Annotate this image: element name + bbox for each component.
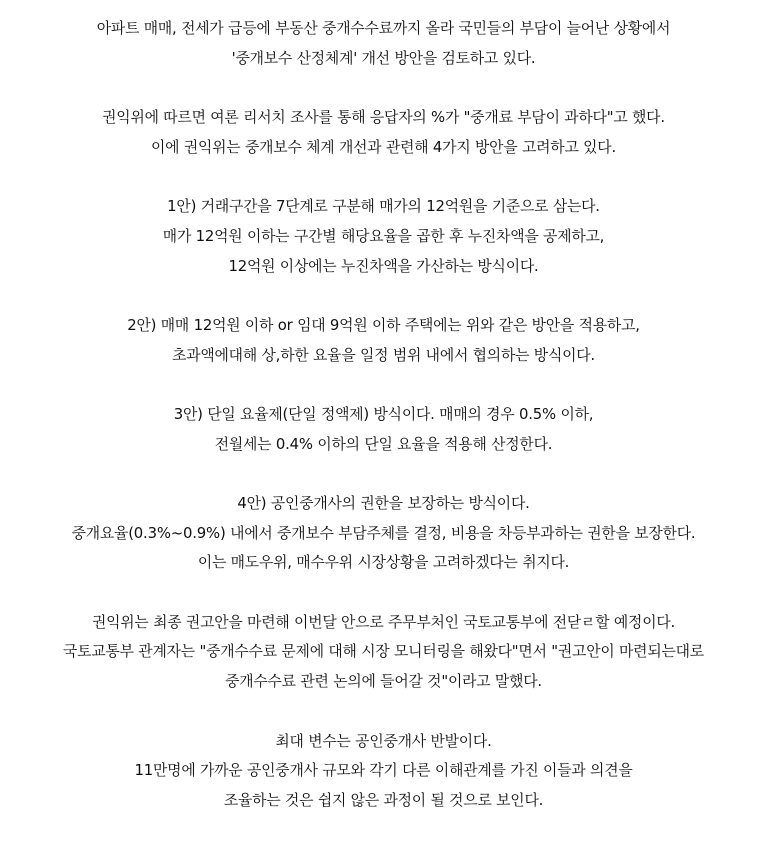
text-line: 2안) 매매 12억원 이하 or 임대 9억원 이하 주택에는 위와 같은 방안을 적용하고, <box>127 315 640 334</box>
text-line: 조율하는 것은 쉽지 않은 과정이 될 것으로 보인다. <box>223 790 544 809</box>
text-line: 이에 권익위는 중개보수 체계 개선과 관련해 4가지 방안을 고려하고 있다. <box>151 137 616 156</box>
text-line: '중개보수 산정체계' 개선 방안을 검토하고 있다. <box>231 48 536 67</box>
text-line: 중개요율(0.3%~0.9%) 내에서 중개보수 부담주체를 결정, 비용을 차등부과하는 권한을 보장한다. <box>71 523 696 542</box>
paragraph-plan-2 <box>0 311 767 370</box>
paragraph-plan-1 <box>0 192 767 281</box>
text-line: 11만명에 가까운 공인중개사 규모와 각기 다른 이해관계를 가진 이들과 의견을 <box>134 761 633 780</box>
text-line: 권익위는 최종 권고안을 마련해 이번달 안으로 주무부처인 국토교통부에 전닫ㄹ할 예정이다. <box>91 612 676 631</box>
text-line: 아파트 매매, 전세가 급등에 부동산 중개수수료까지 올라 국민들의 부담이 늘어난 상황에서 <box>96 19 671 37</box>
text-line: 중개수수료 관련 논의에 들어갈 것"이라고 말했다. <box>225 672 542 691</box>
text-line: 초과액에대해 상,하한 요율을 일정 범위 내에서 협의하는 방식이다. <box>172 345 595 364</box>
text-line: 전월세는 0.4% 이하의 단일 요율을 적용해 산정한다. <box>214 434 553 453</box>
text-line: 국토교통부 관계자는 "중개수수료 문제에 대해 시장 모니터링을 해왔다"면서 "권고안이 마련되는대로 <box>63 642 704 661</box>
text-line: 3안) 단일 요율제(단일 정액제) 방식이다. 매매의 경우 0.5% 이하, <box>173 404 594 423</box>
paragraph-recommendation <box>0 608 767 697</box>
paragraph-intro <box>0 14 767 73</box>
text-line: 4안) 공인중개사의 권한을 보장하는 방식이다. <box>237 494 530 512</box>
text-line: 매가 12억원 이하는 구간별 해당요율을 곱한 후 누진차액을 공제하고, <box>162 226 605 245</box>
paragraph-outlook <box>0 727 767 816</box>
paragraph-plan-3 <box>0 400 767 459</box>
text-line: 권익위에 따르면 여론 리서치 조사를 통해 응답자의 %가 "중개료 부담이 과하다"고 했다. <box>102 108 665 127</box>
paragraph-plan-4 <box>0 489 767 578</box>
text-line: 이는 매도우위, 매수우위 시장상황을 고려하겠다는 취지다. <box>197 553 570 572</box>
paragraph-survey <box>0 103 767 162</box>
text-line: 최대 변수는 공인중개사 반발이다. <box>275 731 492 750</box>
text-line: 12억원 이상에는 누진차액을 가산하는 방식이다. <box>228 256 539 275</box>
article-body <box>0 14 767 845</box>
text-line: 1안) 거래구간을 7단계로 구분해 매가의 12억원을 기준으로 삼는다. <box>167 197 600 216</box>
